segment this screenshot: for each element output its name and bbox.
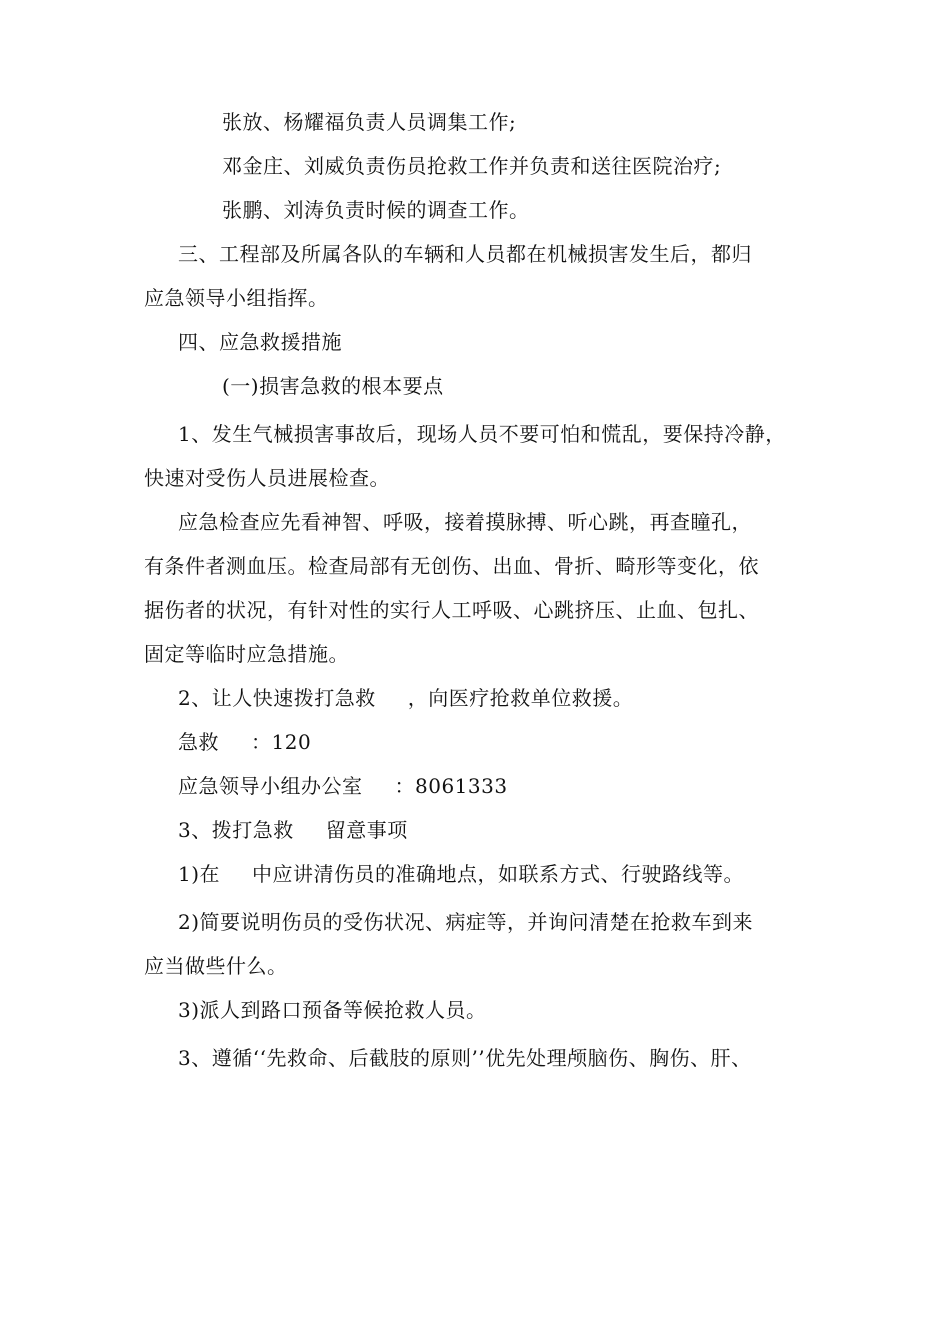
phone-label: 应急领导小组办公室 (178, 774, 363, 798)
text-line: 张放、杨耀福负责人员调集工作; (222, 110, 517, 134)
text-line (178, 816, 408, 844)
text-line: 固定等临时应急措施。 (144, 642, 349, 666)
text-line: 三、工程部及所属各队的车辆和人员都在机械损害发生后，都归 (178, 242, 752, 266)
text-line: 快速对受伤人员进展检查。 (144, 466, 390, 490)
phone-number: ：8061333 (394, 774, 508, 798)
text-line: 应急领导小组指挥。 (144, 286, 329, 310)
text-segment: 1)在 (178, 862, 221, 886)
phone-label: 急救 (178, 730, 219, 754)
text-line: 3)派人到路口预备等候抢救人员。 (178, 998, 487, 1022)
text-segment: 留意事项 (325, 818, 408, 842)
text-line: 3、遵循‘‘先救命、后截肢的原则’’优先处理颅脑伤、胸伤、肝、 (178, 1046, 752, 1070)
text-segment: 中应讲清伤员的准确地点，如联系方式、行驶路线等。 (252, 862, 745, 886)
text-line: 1、发生气械损害事故后，现场人员不要可怕和慌乱，要保持冷静， (178, 422, 786, 446)
text-line (178, 860, 744, 888)
text-line: 应急检查应先看神智、呼吸，接着摸脉搏、听心跳，再查瞳孔， (178, 510, 752, 534)
phone-line-emergency (178, 728, 311, 756)
text-segment: 3、拨打急救 (178, 818, 294, 842)
text-line (178, 684, 633, 712)
text-line: 2)简要说明伤员的受伤状况、病症等，并询问清楚在抢救车到来 (178, 910, 754, 934)
phone-line-office (178, 772, 508, 800)
subsection-heading: (一)损害急救的根本要点 (222, 374, 444, 398)
text-line: 张鹏、刘涛负责时候的调查工作。 (222, 198, 530, 222)
text-segment: 2、让人快速拨打急救 (178, 686, 376, 710)
text-line: 应当做些什么。 (144, 954, 288, 978)
text-line: 据伤者的状况，有针对性的实行人工呼吸、心跳挤压、止血、包扎、 (144, 598, 759, 622)
text-line: 有条件者测血压。检查局部有无创伤、出血、骨折、畸形等变化，依 (144, 554, 759, 578)
phone-number: ：120 (251, 730, 312, 754)
text-line: 邓金庄、刘威负责伤员抢救工作并负责和送往医院治疗; (222, 154, 722, 178)
section-heading: 四、应急救援措施 (178, 330, 342, 354)
text-segment: ，向医疗抢救单位救援。 (407, 686, 634, 710)
